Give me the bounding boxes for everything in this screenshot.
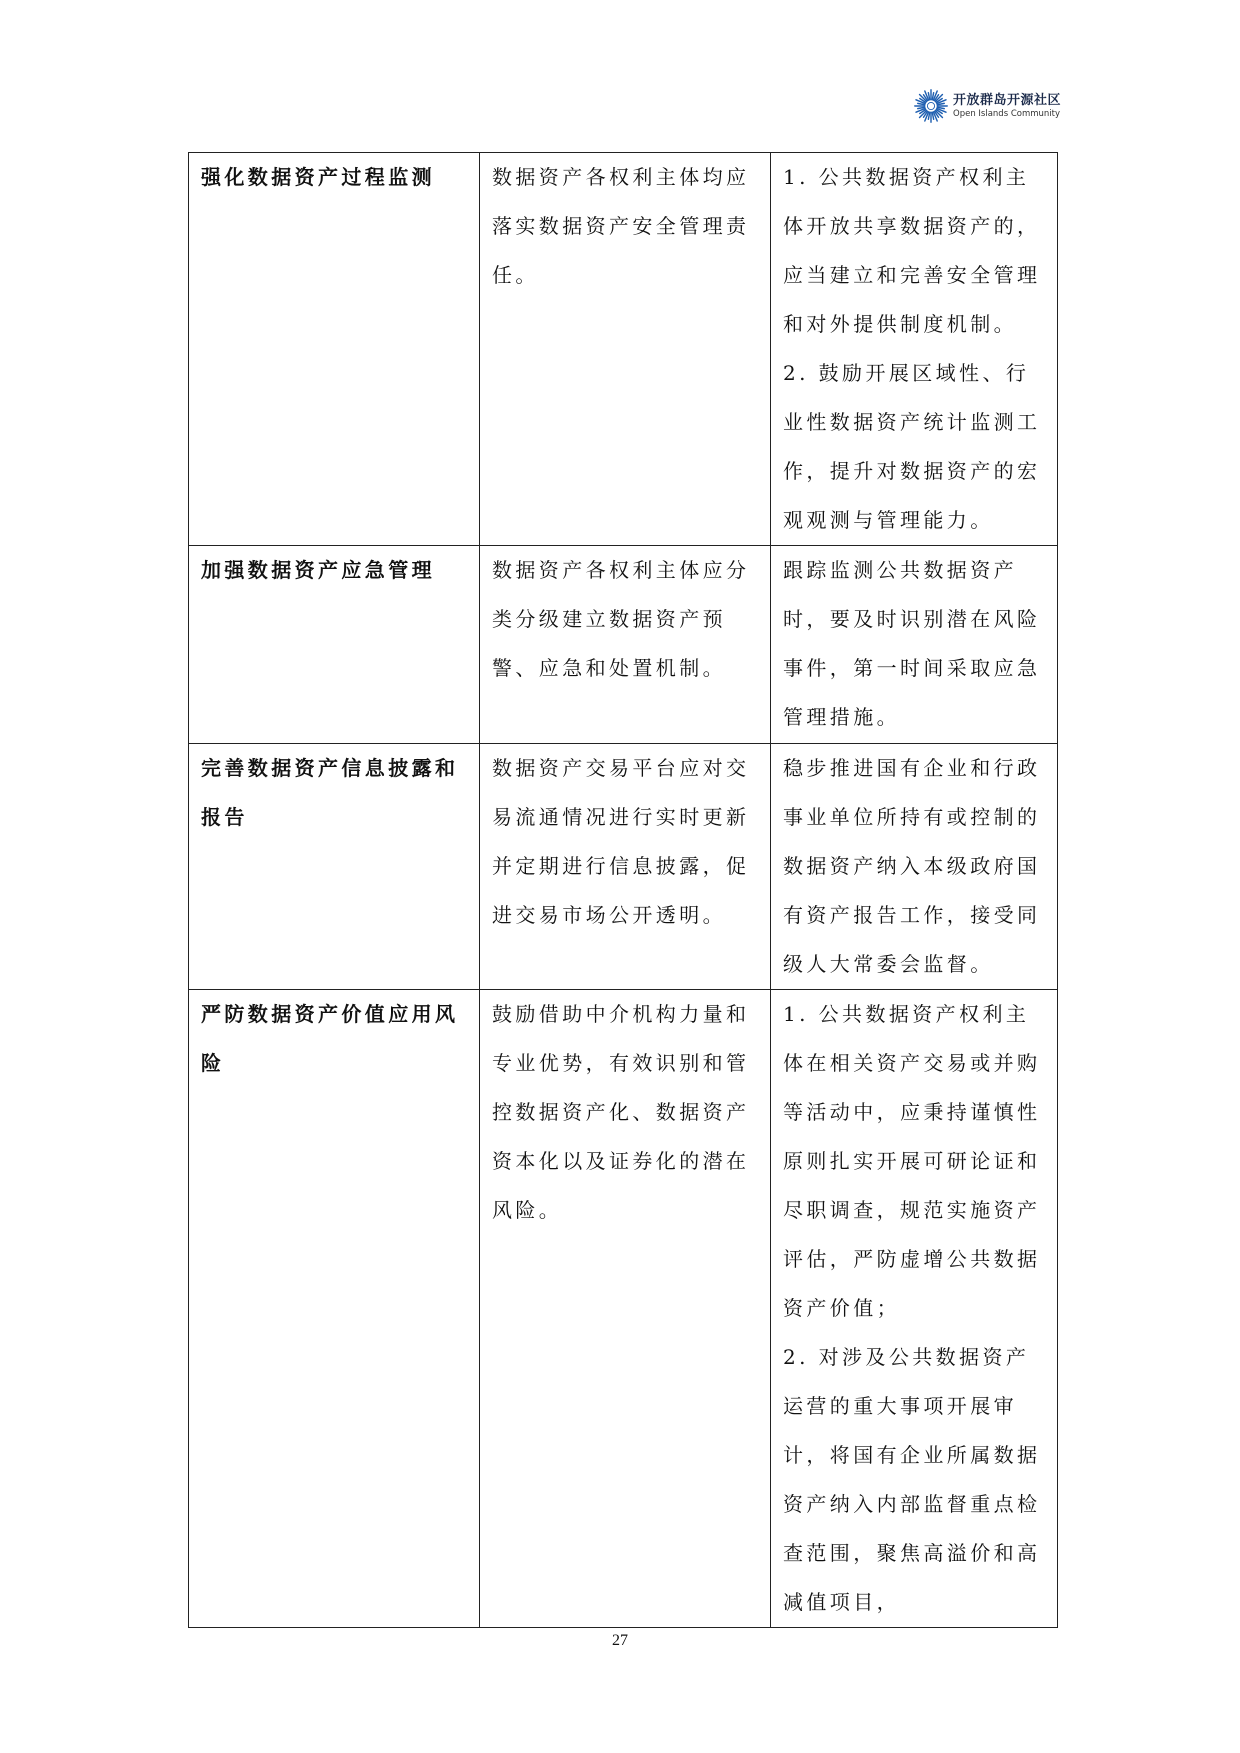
- details-cell: [771, 153, 1058, 546]
- requirement-text: 鼓励借助中介机构力量和专业优势，有效识别和管控数据资产化、数据资产资本化以及证券化的潜在风险。: [492, 1002, 750, 1222]
- measure-cell: [189, 744, 480, 990]
- starburst-logo-icon: [913, 88, 949, 124]
- community-logo: [913, 88, 1061, 124]
- logo-text: [953, 94, 1061, 119]
- details-cell: [771, 990, 1058, 1628]
- measure-text: 加强数据资产应急管理: [201, 558, 435, 582]
- details-cell: [771, 744, 1058, 990]
- requirement-text: 数据资产各权利主体均应落实数据资产安全管理责任。: [492, 165, 750, 287]
- requirement-cell: [480, 153, 771, 546]
- logo-chinese-name: 开放群岛开源社区: [953, 92, 1062, 108]
- detail-paragraph: 跟踪监测公共数据资产时，要及时识别潜在风险事件，第一时间采取应急管理措施。: [783, 558, 1041, 729]
- table-row: [189, 153, 1058, 546]
- page-number: 27: [612, 1632, 628, 1649]
- requirement-cell: [480, 546, 771, 744]
- measure-text: 完善数据资产信息披露和报告: [201, 756, 459, 829]
- detail-paragraph: 2. 对涉及公共数据资产运营的重大事项开展审计，将国有企业所属数据资产纳入内部监督重点检查范围，聚焦高溢价和高减值项目，: [783, 1345, 1041, 1614]
- detail-paragraph: 稳步推进国有企业和行政事业单位所持有或控制的数据资产纳入本级政府国有资产报告工作，接受同级人大常委会监督。: [783, 756, 1041, 976]
- measure-cell: [189, 990, 480, 1628]
- detail-paragraph: 2. 鼓励开展区域性、行业性数据资产统计监测工作，提升对数据资产的宏观观测与管理能力。: [783, 361, 1041, 532]
- table-row: [189, 990, 1058, 1628]
- measure-cell: [189, 153, 480, 546]
- measure-text: 严防数据资产价值应用风险: [201, 1002, 459, 1075]
- detail-paragraph: 1. 公共数据资产权利主体在相关资产交易或并购等活动中，应秉持谨慎性原则扎实开展可研论证和尽职调查，规范实施资产评估，严防虚增公共数据资产价值；: [783, 1002, 1041, 1320]
- table-row: [189, 546, 1058, 744]
- measure-cell: [189, 546, 480, 744]
- logo-english-name: Open Islands Community: [953, 108, 1061, 119]
- risk-measures-table: [188, 152, 1058, 1628]
- requirement-text: 数据资产交易平台应对交易流通情况进行实时更新并定期进行信息披露，促进交易市场公开透明。: [492, 756, 750, 927]
- detail-paragraph: 1. 公共数据资产权利主体开放共享数据资产的，应当建立和完善安全管理和对外提供制度机制。: [783, 165, 1041, 336]
- table-row: [189, 744, 1058, 990]
- requirement-text: 数据资产各权利主体应分类分级建立数据资产预警、应急和处置机制。: [492, 558, 750, 680]
- requirement-cell: [480, 744, 771, 990]
- details-cell: [771, 546, 1058, 744]
- measure-text: 强化数据资产过程监测: [201, 165, 435, 189]
- logo-center: [927, 102, 934, 109]
- requirement-cell: [480, 990, 771, 1628]
